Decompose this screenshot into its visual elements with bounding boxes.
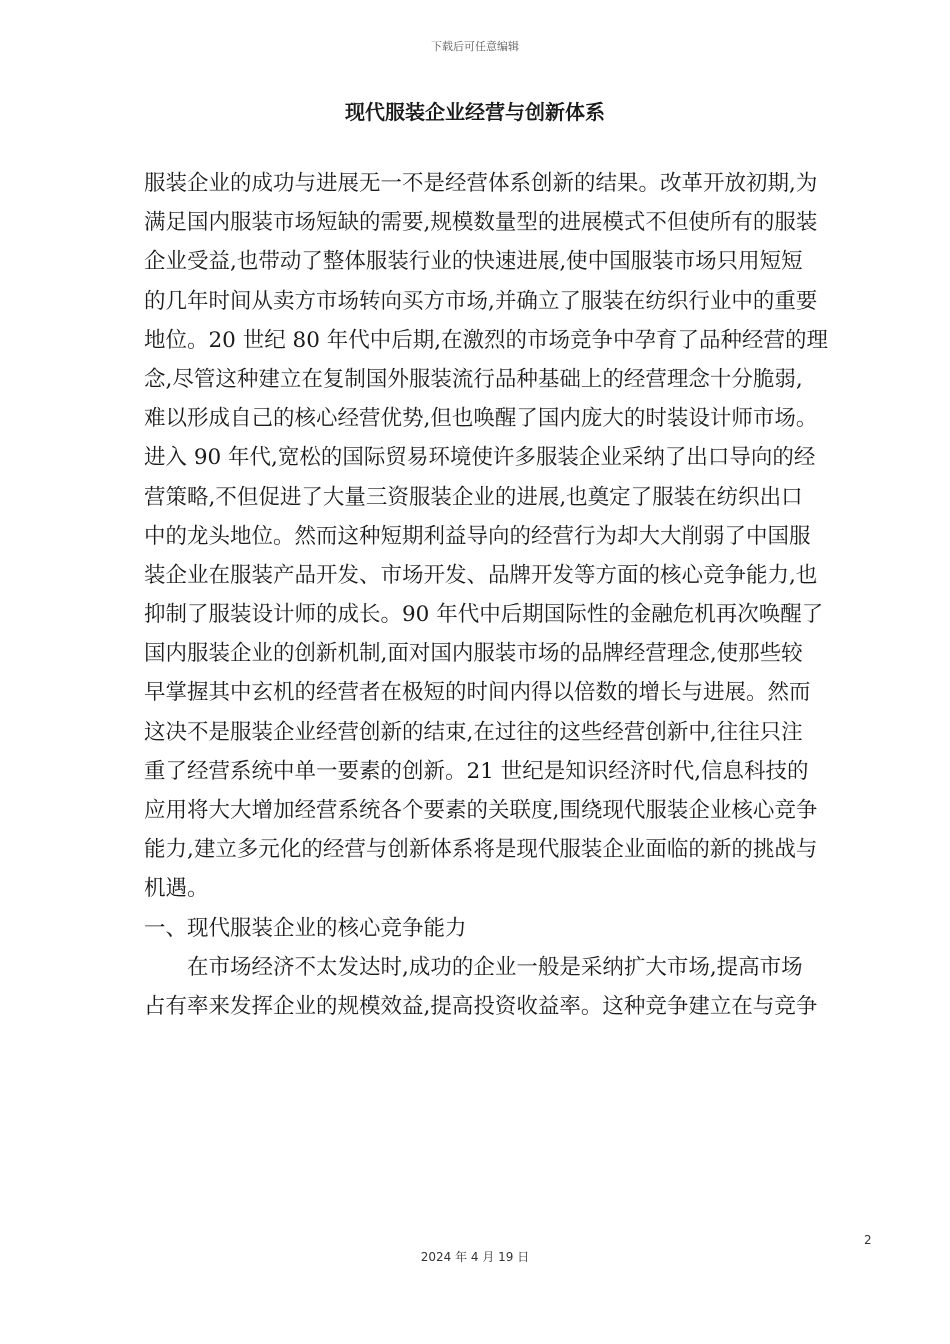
- body-line: 地位。20 世纪 80 年代中后期,在激烈的市场竞争中孕育了品种经营的理: [144, 327, 829, 353]
- body-line: 抑制了服装设计师的成长。90 年代中后期国际性的金融危机再次唤醒了: [144, 602, 824, 628]
- body-line: 机遇。: [144, 876, 209, 902]
- body-line: 应用将大大增加经营系统各个要素的关联度,围绕现代服装企业核心竞争: [144, 798, 818, 823]
- body-line: 这决不是服装企业经营创新的结束,在过往的这些经营创新中,往往只注: [144, 719, 803, 745]
- page-header: 下载后可任意编辑: [431, 40, 519, 53]
- document-body: [144, 164, 884, 1026]
- body-line: 中的龙头地位。然而这种短期利益导向的经营行为却大大削弱了中国服: [144, 523, 811, 549]
- body-line: 进入 90 年代,宽松的国际贸易环境使许多服装企业采纳了出口导向的经: [144, 445, 816, 471]
- body-line: 企业受益,也带动了整体服装行业的快速进展,使中国服装市场只用短短: [144, 249, 803, 275]
- body-line: 念,尽管这种建立在复制国外服装流行品种基础上的经营理念十分脆弱,: [144, 366, 803, 392]
- page-number: 2: [864, 1233, 872, 1247]
- body-line: 服装企业的成功与进展无一不是经营体系创新的结果。改革开放初期,为: [144, 171, 818, 196]
- body-line: 难以形成自己的核心经营优势,但也唤醒了国内庞大的时装设计师市场。: [144, 406, 818, 432]
- body-line: 营策略,不但促进了大量三资服装企业的进展,也奠定了服装在纺织出口: [144, 484, 803, 510]
- body-line: 装企业在服装产品开发、市场开发、品牌开发等方面的核心竞争能力,也: [144, 562, 818, 588]
- document-title: 现代服装企业经营与创新体系: [345, 100, 605, 124]
- page-footer-date: 2024 年 4 月 19 日: [420, 1250, 530, 1264]
- body-line: 满足国内服装市场短缺的需要,规模数量型的进展模式不但使所有的服装: [144, 210, 818, 236]
- body-line: 的几年时间从卖方市场转向买方市场,并确立了服装在纺织行业中的重要: [144, 288, 818, 314]
- body-line: 能力,建立多元化的经营与创新体系将是现代服装企业面临的新的挑战与: [144, 837, 818, 863]
- body-line: 国内服装企业的创新机制,面对国内服装市场的品牌经营理念,使那些较: [144, 641, 803, 667]
- body-line: 占有率来发挥企业的规模效益,提高投资收益率。这种竞争建立在与竞争: [144, 993, 818, 1019]
- section-heading: 一、现代服装企业的核心竞争能力: [144, 915, 467, 941]
- body-line: 在市场经济不太发达时,成功的企业一般是采纳扩大市场,提高市场: [187, 954, 803, 980]
- body-line: 重了经营系统中单一要素的创新。21 世纪是知识经济时代,信息科技的: [144, 758, 809, 784]
- body-line: 早掌握其中玄机的经营者在极短的时间内得以倍数的增长与进展。然而: [144, 680, 811, 706]
